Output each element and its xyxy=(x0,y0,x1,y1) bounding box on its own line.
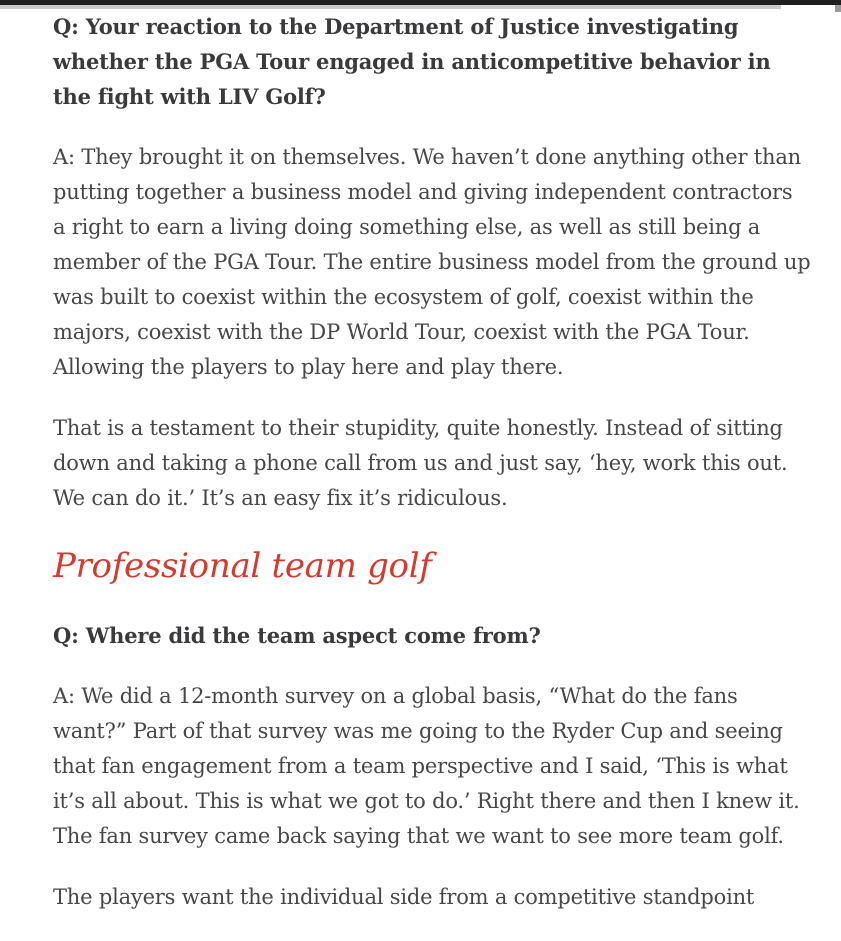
section-heading: Professional team golf xyxy=(53,546,432,586)
interview-answer-2-paragraph-2-truncated: The players want the individual side from a competitive standpoint xyxy=(53,885,755,909)
interview-answer-2-paragraph-1: A: We did a 12-month survey on a global basis, “What do the fans want?” Part of that survey was me going to the Ryder Cup and seeing that fan engagement from a team perspective and I said, ‘This is what it’s all about. This is what we got to do.’ Right there and then I knew it. The fan survey came back saying that we want to see more team golf. xyxy=(53,684,800,848)
interview-answer-1-paragraph-1: A: They brought it on themselves. We haven’t done anything other than putting together a business model and giving independent contractors a right to earn a living doing something else, as well as still being a member of the PGA Tour. The entire business model from the ground up was built to coexist within the ecosystem of golf, coexist within the majors, coexist with the DP World Tour, coexist with the PGA Tour. Allowing the players to play here and play there. xyxy=(53,145,811,379)
interview-answer-1-paragraph-2: That is a testament to their stupidity, quite honestly. Instead of sitting down and taking a phone call from us and just say, ‘hey, work this out. We can do it.’ It’s an easy fix it’s ridiculous. xyxy=(53,416,788,510)
article-body xyxy=(0,9,841,941)
interview-question-1: Q: Your reaction to the Department of Justice investigating whether the PGA Tour engaged in anticompetitive behavior in the fight with LIV Golf? xyxy=(53,14,771,109)
interview-question-2: Q: Where did the team aspect come from? xyxy=(53,623,541,648)
